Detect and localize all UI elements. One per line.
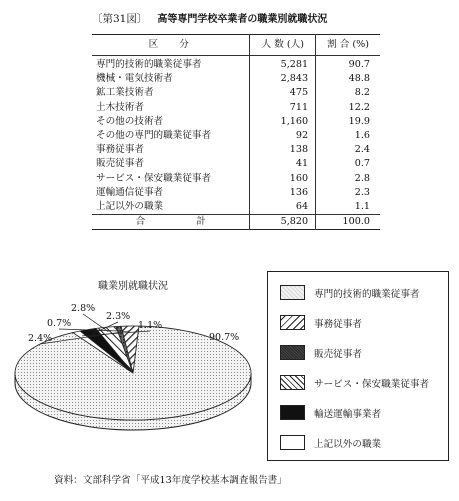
legend-item: [280, 345, 362, 360]
row-count: 64: [250, 200, 316, 215]
chart-legend: [267, 271, 449, 461]
pie-value-label: 0.7%: [47, 318, 72, 329]
row-ratio: 19.9: [316, 115, 380, 129]
total-label: 合 計: [92, 215, 250, 230]
legend-item: [280, 285, 420, 300]
legend-item: [280, 375, 429, 390]
pie-value-label: 2.4%: [28, 333, 53, 344]
row-ratio: 0.7: [316, 157, 380, 171]
row-ratio: 1.6: [316, 129, 380, 143]
legend-label: 輸送運輸事業者: [314, 408, 382, 420]
row-label: 事務従事者: [96, 144, 144, 156]
figure-label: 〔第31図〕: [92, 13, 148, 25]
legend-swatch: [280, 345, 305, 360]
pie-value-label: 1.1%: [138, 320, 163, 331]
row-count: 1,160: [250, 115, 316, 129]
header-count: 人 数 (人): [250, 35, 316, 56]
legend-label: 専門的技術的職業従事者: [314, 288, 420, 300]
legend-swatch: [280, 375, 305, 390]
row-ratio: 2.4: [316, 143, 380, 157]
row-ratio: 12.2: [316, 101, 380, 115]
row-label: 専門的技術的職業従事者: [96, 59, 202, 70]
legend-swatch: [280, 315, 305, 330]
row-label: 機械・電気技術者: [96, 73, 173, 85]
header-category: 区分: [92, 35, 250, 56]
row-label: 土木技術者: [96, 101, 144, 113]
row-ratio: 1.1: [316, 200, 380, 215]
legend-label: 上記以外の職業: [314, 438, 382, 450]
row-label: その他の専門的職業従事者: [96, 130, 212, 142]
row-count: 2,843: [250, 72, 316, 86]
pie-value-label: 90.7%: [209, 332, 240, 343]
legend-label: 事務従事者: [314, 318, 362, 330]
row-count: 475: [250, 86, 316, 100]
legend-label: サービス・保安職業従事者: [314, 378, 430, 390]
legend-item: [280, 315, 362, 330]
source-note: 資料：文部科学省「平成13年度学校基本調査報告書」: [54, 475, 287, 486]
row-label: その他の技術者: [96, 115, 164, 127]
row-count: 92: [250, 129, 316, 143]
row-count: 5,281: [250, 56, 316, 73]
legend-swatch: [280, 285, 305, 300]
row-ratio: 90.7: [316, 56, 380, 73]
row-ratio: 2.3: [316, 186, 380, 200]
legend-swatch: [280, 405, 305, 420]
row-label: 鉱工業技術者: [96, 87, 154, 99]
row-ratio: 48.8: [316, 72, 380, 86]
document-title: 高等専門学校卒業者の職業別就職状況: [157, 14, 328, 25]
legend-item: [280, 405, 381, 420]
header-ratio: 割 合 (%): [316, 35, 380, 56]
row-count: 41: [250, 157, 316, 171]
row-label: 販売従事者: [96, 158, 144, 170]
row-label: 上記以外の職業: [96, 201, 164, 213]
pie-value-label: 2.8%: [71, 303, 96, 314]
total-count: 5,820: [250, 215, 316, 230]
row-count: 711: [250, 101, 316, 115]
row-count: 136: [250, 186, 316, 200]
pie-value-label: 2.3%: [106, 311, 131, 322]
row-ratio: 2.8: [316, 172, 380, 186]
legend-swatch: [280, 435, 305, 450]
legend-item: [280, 435, 381, 450]
row-label: サービス・保安職業従事者: [96, 172, 212, 184]
row-label: 運輸通信従事者: [96, 186, 164, 198]
pie-chart-title: 職業別就職状況: [98, 281, 168, 292]
row-count: 160: [250, 172, 316, 186]
legend-label: 販売従事者: [314, 348, 362, 360]
row-count: 138: [250, 143, 316, 157]
row-ratio: 8.2: [316, 86, 380, 100]
total-ratio: 100.0: [316, 215, 380, 230]
